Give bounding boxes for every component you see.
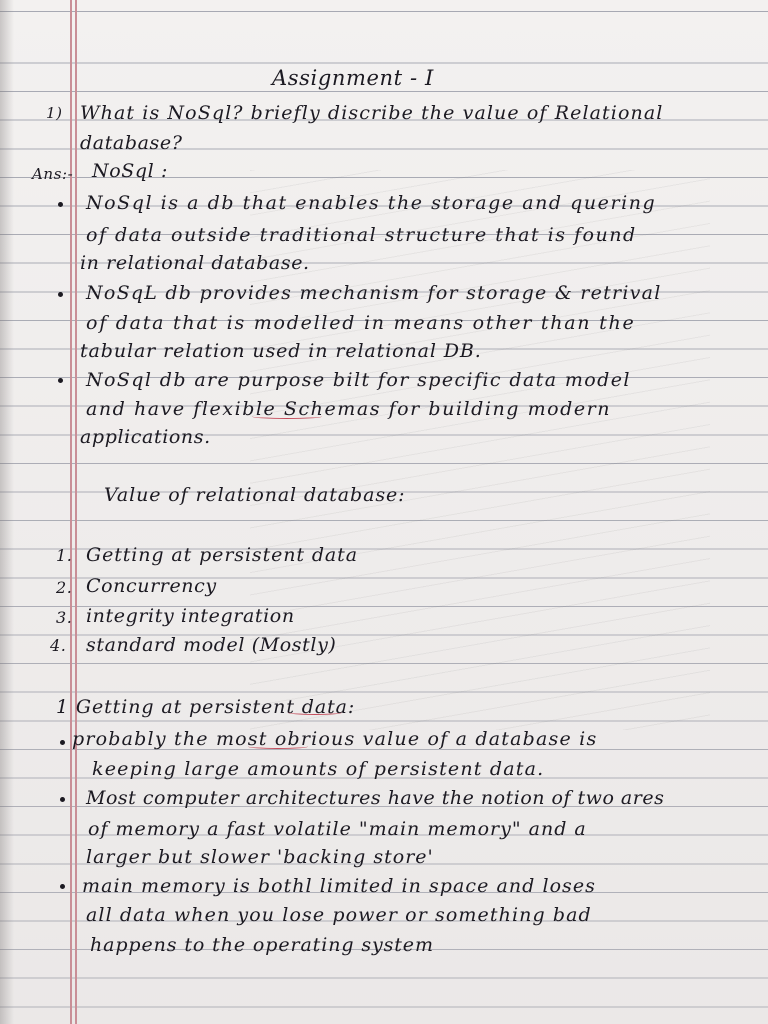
red-correction-mark — [248, 744, 308, 749]
section-1-point-3-line-1: main memory is bothl limited in space and loses — [82, 875, 596, 897]
bullet-2-line-2: of data that is modelled in means other than the — [86, 312, 636, 334]
value-list-num-4: 4. — [50, 636, 67, 655]
bullet-2-line-1: NoSqL db provides mechanism for storage & retrival — [86, 282, 662, 304]
bullet-dot — [58, 292, 63, 297]
bullet-2-line-3: tabular relation used in relational DB. — [80, 340, 482, 362]
section-1-point-1-line-2: keeping large amounts of persistent data. — [92, 758, 545, 780]
value-list-num-1: 1. — [56, 546, 73, 565]
bullet-dot — [60, 740, 65, 745]
section-1-point-1-line-1: probably the most obrious value of a database is — [72, 728, 598, 750]
value-list-num-3: 3. — [56, 608, 73, 627]
section-1-point-3-line-3: happens to the operating system — [90, 934, 434, 956]
bullet-1-line-2: of data outside traditional structure that is found — [86, 224, 637, 246]
bullet-1-line-1: NoSql is a db that enables the storage and quering — [86, 192, 657, 214]
bullet-1-line-3: in relational database. — [80, 252, 310, 274]
section-1-point-2-line-3: larger but slower 'backing store' — [86, 846, 434, 868]
section-1-point-2-line-2: of memory a fast volatile "main memory" and a — [88, 818, 587, 840]
answer-heading: NoSql : — [92, 160, 168, 182]
page-shadow — [0, 0, 14, 1024]
bullet-3-line-2: and have flexible Schemas for building modern — [86, 398, 612, 420]
assignment-title: Assignment - I — [272, 66, 434, 90]
question-number: 1) — [46, 104, 63, 122]
value-list-item-3: integrity integration — [86, 605, 295, 627]
margin-line-right — [75, 0, 77, 1024]
answer-label: Ans:- — [32, 165, 74, 183]
bullet-dot — [60, 884, 65, 889]
value-list-num-2: 2. — [56, 578, 73, 597]
question-line-2: database? — [80, 132, 183, 154]
bullet-dot — [58, 202, 63, 207]
bullet-3-line-3: applications. — [80, 426, 211, 448]
margin-line-left — [70, 0, 72, 1024]
section-1-heading: 1 Getting at persistent data: — [56, 696, 356, 718]
section-1-point-3-line-2: all data when you lose power or something bad — [86, 904, 592, 926]
red-correction-mark — [252, 414, 322, 419]
value-list-item-1: Getting at persistent data — [86, 544, 358, 566]
bullet-dot — [58, 378, 63, 383]
value-list-item-2: Concurrency — [86, 575, 217, 597]
section-1-point-2-line-1: Most computer architectures have the notion of two ares — [86, 787, 665, 809]
value-list-item-4: standard model (Mostly) — [86, 634, 337, 656]
red-correction-mark — [288, 710, 342, 715]
bullet-3-line-1: NoSql db are purpose bilt for specific data model — [86, 369, 631, 391]
question-line-1: What is NoSql? briefly discribe the value of Relational — [80, 102, 664, 124]
value-heading: Value of relational database: — [104, 484, 406, 506]
bullet-dot — [60, 797, 65, 802]
